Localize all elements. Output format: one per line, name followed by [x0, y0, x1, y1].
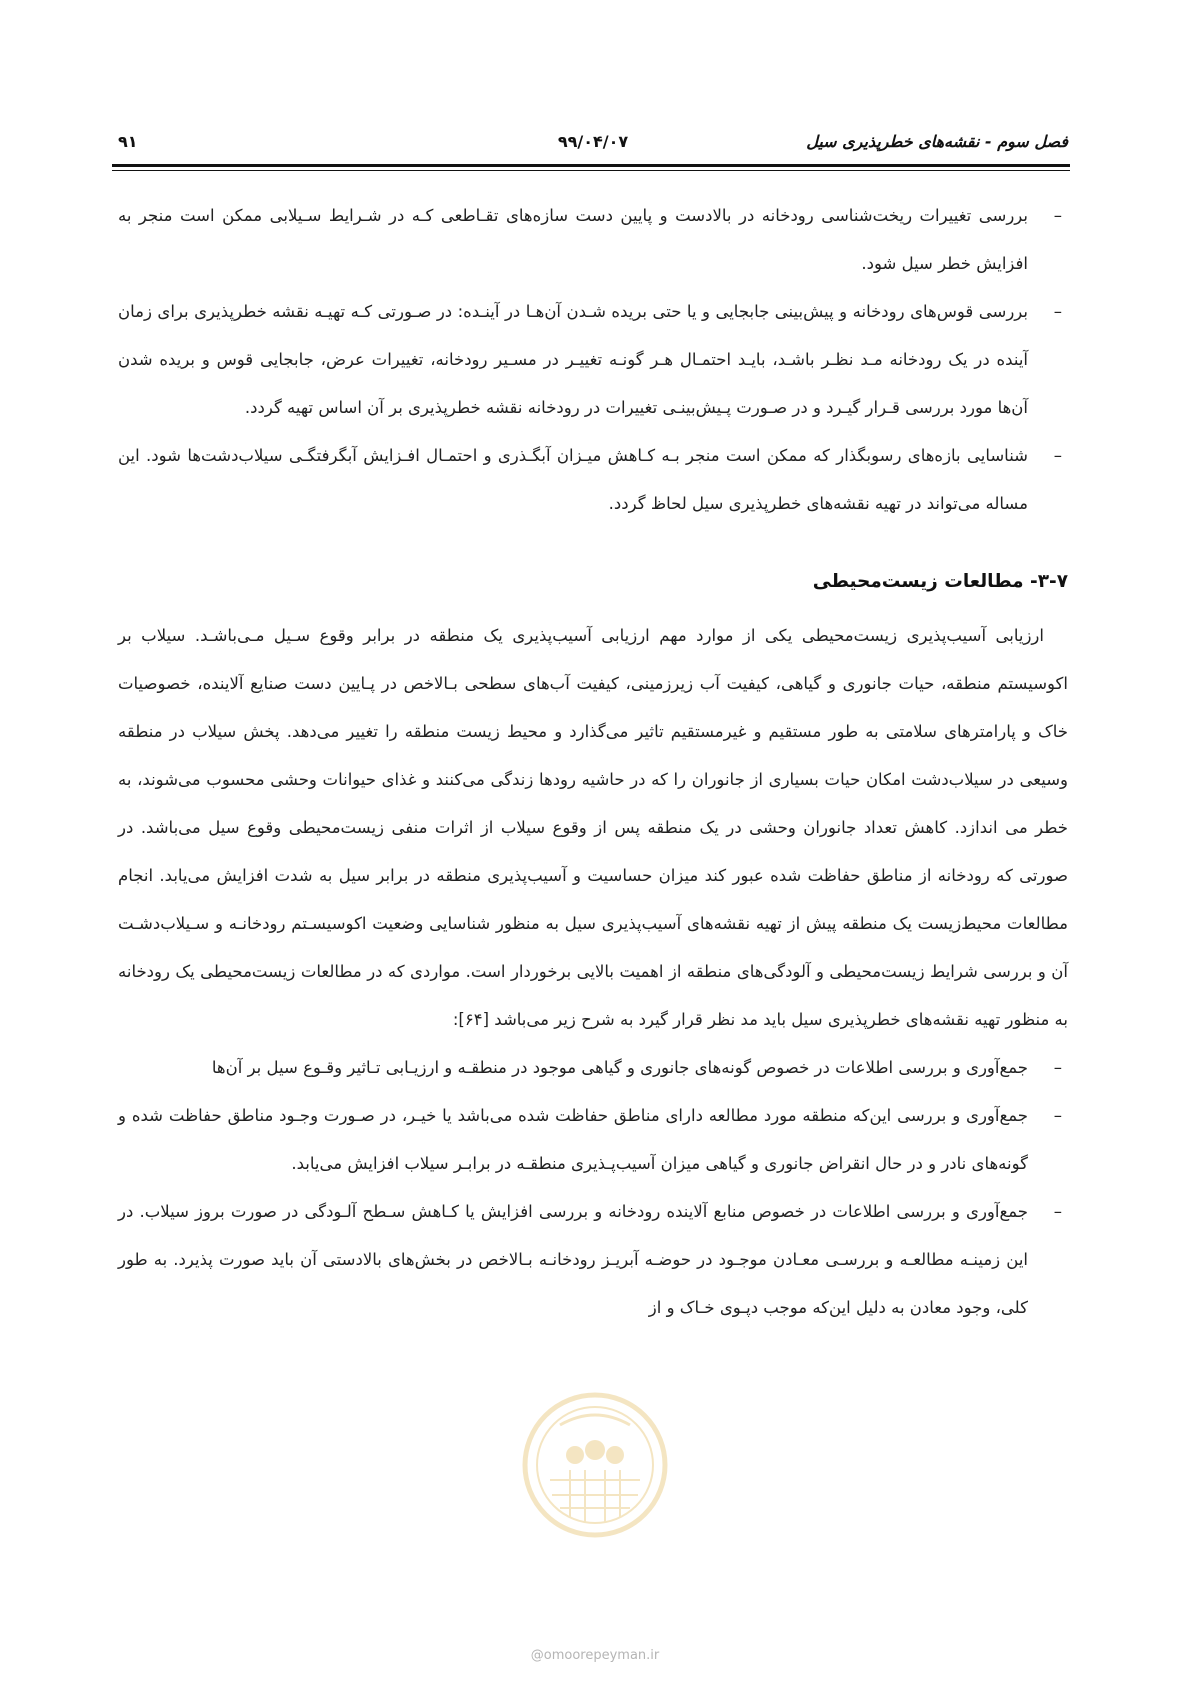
page-body [118, 192, 1068, 1332]
list-item [118, 432, 1068, 528]
header-date: ۹۹/۰۴/۰۷ [557, 132, 629, 151]
list-item-text: شناسایی بازه‌های رسوبگذار که ممکن است منجر بـه کـاهش میـزان آبگـذری و احتمـال افـزایش آبگرفتگـی سیلاب‌دشت‌ها شود. این مساله می‌تواند در تهیه نقشه‌های خطرپذیری سیل لحاظ گردد. [118, 446, 1028, 513]
bullet-dash: – [1053, 446, 1062, 465]
list-item [118, 1044, 1068, 1092]
chapter-title: فصل سوم - نقشه‌های خطرپذیری سیل [806, 132, 1068, 151]
list-item-text: جمع‌آوری و بررسی اطلاعات در خصوص گونه‌های جانوری و گیاهی موجود در منطقـه و ارزیـابی تـاثیر وقـوع سیل بر آن‌ها [211, 1058, 1028, 1077]
bullet-dash: – [1053, 1202, 1062, 1221]
list-item-text: جمع‌آوری و بررسی این‌که منطقه مورد مطالعه دارای مناطق حفاظت شده می‌باشد یا خیـر، در صـورت وجـود مناطق حفاظت شده و گونه‌های نادر و در حال انقراض جانوری و گیاهی میزان آسیب‌پـذیری منطقـه در برابـر سیلاب افزایش می‌یابد. [118, 1106, 1028, 1173]
list-item-text: جمع‌آوری و بررسی اطلاعات در خصوص منابع آلاینده رودخانه و بررسی افزایش یا کـاهش سـطح آلـودگی در صورت بروز سیلاب. در این زمینـه مطالعـه و بررسـی معـادن موجـود در حوضـه آبریـز رودخانـه بـالاخص در بخش‌های بالادستی آن باید صورت پذیرد. به طور کلی، وجود معادن به دلیل این‌که موجب دپـوی خـاک و از [118, 1202, 1028, 1317]
bullet-dash: – [1053, 1058, 1062, 1077]
header-rule-thick [112, 164, 1070, 167]
list-item-text: بررسی قوس‌های رودخانه و پیش‌بینی جابجایی و یا حتی بریده شـدن آن‌هـا در آینـده: در صـورتی کـه تهیـه نقشه خطرپذیری برای زمان آینده در یک رودخانه مـد نظـر باشـد، بایـد احتمـال هـر گونـه تغییـر در مسـیر رودخانه، تغییرات عرض، جابجایی قوس و بریده شدن آن‌ها مورد بررسی قـرار گیـرد و در صـورت پـیش‌بینـی تغییرات در رودخانه نقشه خطرپذیری بر آن اساس تهیه گردد. [118, 302, 1028, 417]
bullet-dash: – [1053, 206, 1062, 225]
body-paragraph: ارزیابی آسیب‌پذیری زیست‌محیطی یکی از موارد مهم ارزیابی آسیب‌پذیری یک منطقه در برابر وقوع سـیل مـی‌باشـد. سیلاب بر اکوسیستم منطقه، حیات جانوری و گیاهی، کیفیت آب زیرزمینی، کیفیت آب‌های سطحی بـالاخص در پـایین دست صنایع آلاینده، خصوصیات خاک و پارامترهای سلامتی به طور مستقیم و غیرمستقیم تاثیر می‌گذارد و محیط زیست منطقه را تغییر می‌دهد. پخش سیلاب در منطقه وسیعی در سیلاب‌دشت امکان حیات بسیاری از جانوران را که در حاشیه رودها زندگی می‌کنند و غذای حیوانات وحشی محسوب می‌شوند، به خطر می اندازد. کاهش تعداد جانوران وحشی در یک منطقه پس از وقوع سیلاب از اثرات منفی زیست‌محیطی وقوع سیل می‌باشد. در صورتی که رودخانه از مناطق حفاظت شده عبور کند میزان حساسیت و آسیب‌پذیری منطقه در برابر سیل به شدت افزایش می‌یابد. انجام مطالعات محیط‌زیست یک منطقه پیش از تهیه نقشه‌های آسیب‌پذیری سیل به منظور شناسایی وضعیت اکوسیسـتم رودخانـه و سـیلاب‌دشـت آن و بررسی شرایط زیست‌محیطی و آلودگی‌های منطقه از اهمیت بالایی برخوردار است. مواردی که در مطالعات زیست‌محیطی یک رودخانه به منظور تهیه نقشه‌های خطرپذیری سیل باید مد نظر قرار گیرد به شرح زیر می‌باشد [۶۴]: [118, 626, 1068, 1029]
page-number: ۹۱ [118, 132, 138, 151]
bullet-dash: – [1053, 1106, 1062, 1125]
list-item [118, 1188, 1068, 1332]
watermark-url: @omoorepeyman.ir [530, 1648, 660, 1663]
list-item [118, 192, 1068, 288]
list-item [118, 288, 1068, 432]
bullet-dash: – [1053, 302, 1062, 321]
list-item-text: بررسی تغییرات ریخت‌شناسی رودخانه در بالادست و پایین دست سازه‌های تقـاطعی کـه در شـرایط سـیلابی ممکن است منجر به افزایش خطر سیل شود. [118, 206, 1028, 273]
page-header [118, 132, 1068, 156]
section-heading: ۳-۷- مطالعات زیست‌محیطی [812, 571, 1068, 592]
omoorepeyman-seal-icon [520, 1390, 670, 1540]
header-rule-thin [112, 170, 1070, 171]
list-item [118, 1092, 1068, 1188]
